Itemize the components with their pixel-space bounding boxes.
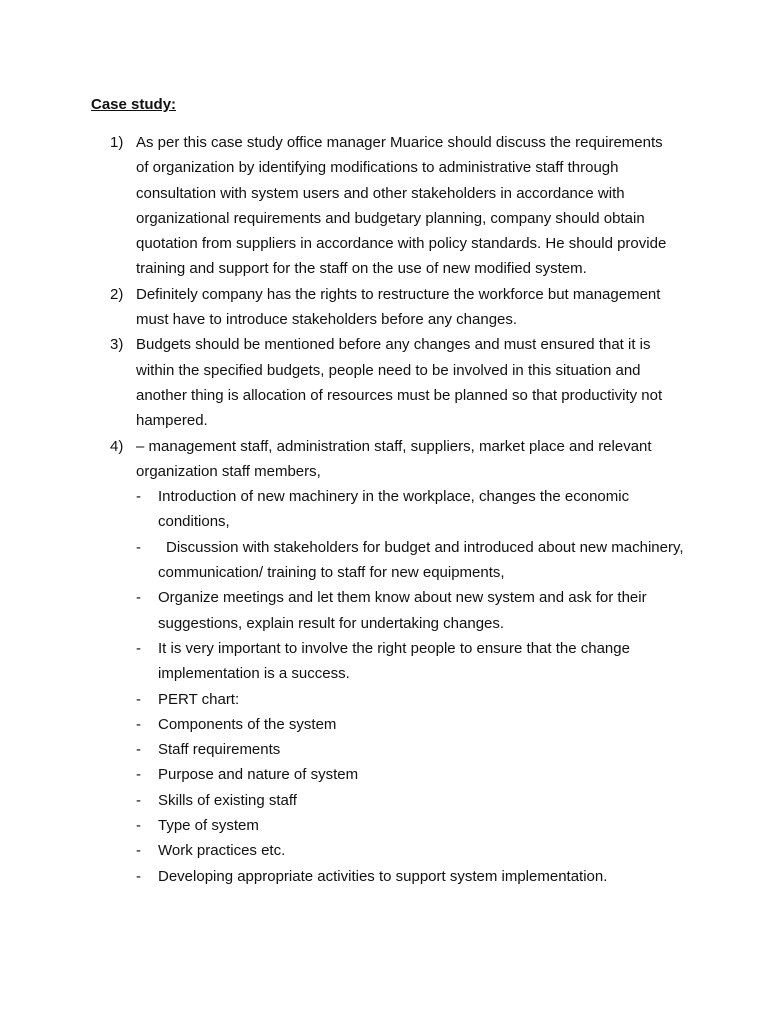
numbered-item-2 xyxy=(0,282,676,333)
numbered-item-4 xyxy=(0,434,676,485)
bullet-dash: - xyxy=(136,538,141,556)
bullet-text: Developing appropriate activities to support system implementation. xyxy=(158,867,608,885)
bullet-item xyxy=(0,687,688,712)
bullet-dash: - xyxy=(136,842,141,860)
bullet-text: Introduction of new machinery in the workplace, changes the economic conditions, xyxy=(158,488,630,531)
item-number: 1) xyxy=(110,134,124,151)
bullet-text: Skills of existing staff xyxy=(158,791,297,809)
bullet-item xyxy=(0,636,688,687)
bullet-text: It is very important to involve the right people to ensure that the change implementation is a success. xyxy=(158,639,630,683)
bullet-dash: - xyxy=(136,589,141,607)
bullet-dash: - xyxy=(136,817,141,835)
bullet-dash: - xyxy=(136,766,141,784)
bullet-item xyxy=(0,535,688,586)
bullet-dash: - xyxy=(136,488,141,506)
bullet-item xyxy=(0,484,688,535)
bullet-text: Type of system xyxy=(158,817,259,835)
bullet-item xyxy=(0,788,688,813)
bullet-dash: - xyxy=(136,715,141,733)
bullet-dash: - xyxy=(136,867,141,885)
bullet-item xyxy=(0,838,688,863)
bullet-text: Staff requirements xyxy=(158,741,281,759)
case-study-list xyxy=(0,130,768,889)
case-study-heading: Case study: xyxy=(91,96,177,113)
item-text: As per this case study office manager Muarice should discuss the requirements of organization by identifying modifications to administrative staff through consultation with system users and other stakeholders in accordance with organizational requirements and budgetary planning, company should obtain quotation from suppliers in accordance with policy standards. He should provide training and support for the staff on the use of new modified system. xyxy=(136,134,667,278)
bullet-item xyxy=(0,864,688,889)
bullet-dash: - xyxy=(136,791,141,809)
bullet-item xyxy=(0,737,688,762)
bullet-item xyxy=(0,813,688,838)
item-text: – management staff, administration staff, suppliers, market place and relevant organization staff members, xyxy=(136,437,652,480)
bullet-item xyxy=(0,712,688,737)
bullet-dash: - xyxy=(136,741,141,759)
item-number: 2) xyxy=(110,285,124,303)
item-text: Budgets should be mentioned before any changes and must ensured that it is within the specified budgets, people need to be involved in this situation and another thing is allocation of resources must be planned so that productivity not hampered. xyxy=(136,336,663,430)
numbered-item-1 xyxy=(0,130,676,282)
bullet-text: Work practices etc. xyxy=(158,842,286,860)
bullet-item xyxy=(0,762,688,787)
bullet-dash: - xyxy=(136,690,141,708)
bullet-item xyxy=(0,585,688,636)
bullet-text: Components of the system xyxy=(158,715,337,733)
item-number: 3) xyxy=(110,336,124,354)
bullet-text: Discussion with stakeholders for budget and introduced about new machinery, communication/ training to staff for new equipments, xyxy=(158,538,684,582)
item-number: 4) xyxy=(110,437,124,455)
numbered-item-3 xyxy=(0,332,676,433)
bullet-text: PERT chart: xyxy=(158,690,240,708)
bullet-text: Organize meetings and let them know about new system and ask for their suggestions, explain result for undertaking changes. xyxy=(158,589,647,632)
bullet-dash: - xyxy=(136,639,141,657)
item-text: Definitely company has the rights to restructure the workforce but management must have to introduce stakeholders before any changes. xyxy=(136,285,661,329)
bullet-text: Purpose and nature of system xyxy=(158,766,359,784)
